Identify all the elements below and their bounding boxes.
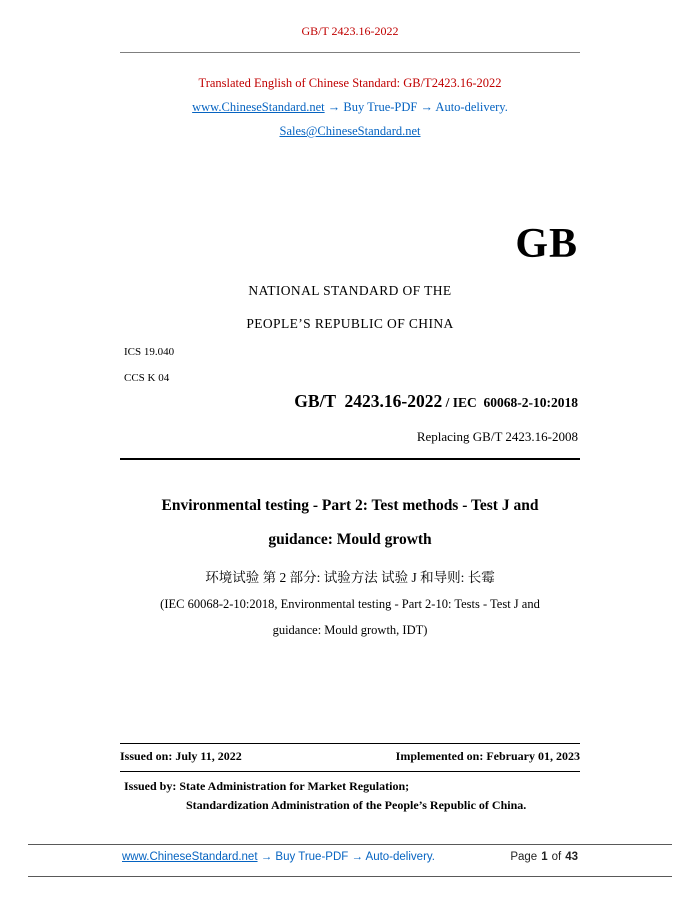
running-header-doc-code: GB/T 2423.16-2022 [301, 24, 399, 38]
thick-divider [120, 458, 580, 460]
replacing-note: Replacing GB/T 2423.16-2008 [416, 429, 578, 444]
footer-divider-bottom [28, 876, 672, 877]
standard-code-main: GB/T 2423.16-2022 [294, 391, 443, 411]
email-line [0, 124, 700, 139]
sales-email-link[interactable]: Sales@ChineseStandard.net [279, 124, 421, 138]
buy-line [0, 100, 700, 115]
idt-reference-line-2: guidance: Mould growth, IDT) [272, 623, 428, 637]
dates-divider-top [120, 743, 580, 744]
page-indicator [510, 851, 578, 863]
website-link[interactable]: www.ChineseStandard.net [192, 100, 325, 114]
page-total: 43 [565, 851, 578, 863]
header-divider [120, 52, 580, 53]
gb-logo: GB [515, 221, 578, 267]
title-chinese: 环境试验 第 2 部分: 试验方法 试验 J 和导则: 长霉 [205, 570, 495, 585]
implemented-date: Implemented on: February 01, 2023 [395, 749, 580, 763]
footer-divider-top [28, 844, 672, 845]
idt-reference-line-1: (IEC 60068-2-10:2018, Environmental testing - Part 2-10: Tests - Test J and [160, 597, 540, 611]
title-english-line-1: Environmental testing - Part 2: Test methods - Test J and [161, 497, 539, 514]
issuer-line-2: Standardization Administration of the People’s Republic of China. [186, 798, 527, 812]
translated-standard-line: Translated English of Chinese Standard: GB/T2423.16-2022 [198, 76, 502, 90]
standard-code-line [294, 391, 578, 412]
of-label: of [551, 851, 562, 863]
footer-buy-suffix: → Buy True-PDF → Auto-delivery. [257, 851, 435, 863]
ccs-code: CCS K 04 [124, 372, 170, 384]
page-label: Page [510, 851, 538, 863]
footer-buy-line [122, 851, 435, 863]
buy-line-suffix: → Buy True-PDF → Auto-delivery. [324, 100, 508, 114]
dates-divider-bottom [120, 771, 580, 772]
title-english-line-2: guidance: Mould growth [268, 531, 432, 548]
issuer-line-1: Issued by: State Administration for Market Regulation; [124, 779, 410, 793]
page-number: 1 [541, 851, 548, 863]
national-standard-line-2: PEOPLE’S REPUBLIC OF CHINA [246, 316, 454, 331]
footer-website-link[interactable]: www.ChineseStandard.net [122, 851, 258, 863]
standard-code-iec: / IEC 60068-2-10:2018 [442, 395, 578, 410]
dates-row [120, 749, 580, 764]
footer [122, 851, 578, 863]
ics-code: ICS 19.040 [124, 346, 175, 358]
issued-date: Issued on: July 11, 2022 [120, 749, 242, 763]
national-standard-line-1: NATIONAL STANDARD OF THE [248, 283, 452, 298]
